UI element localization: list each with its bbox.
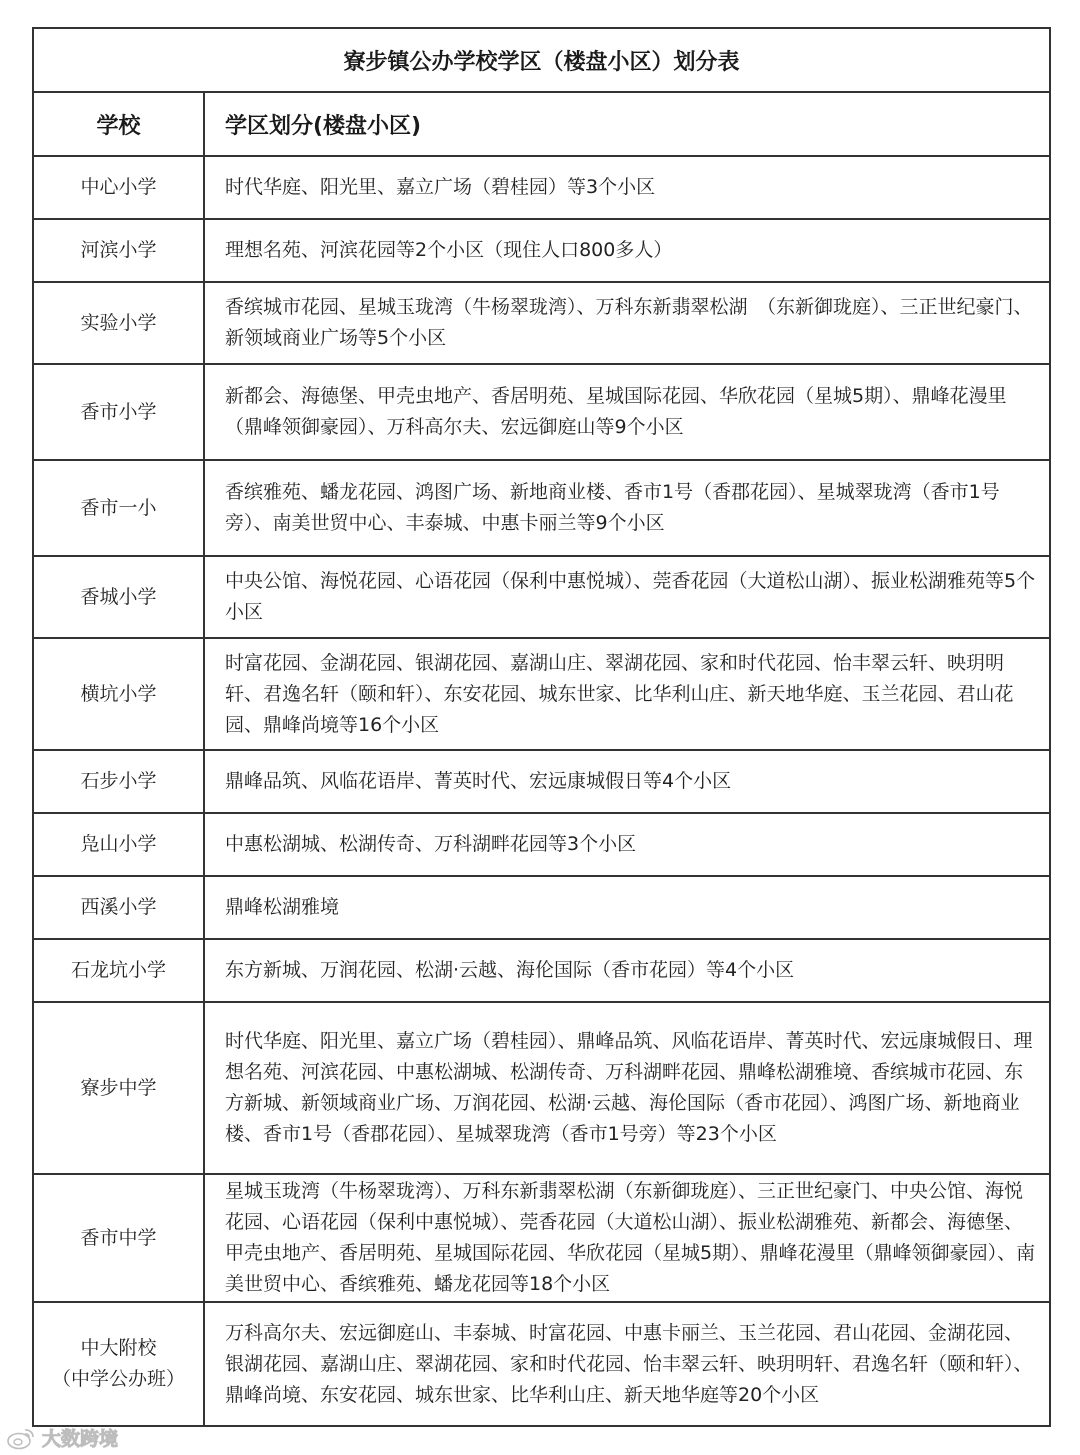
table-row: [33, 556, 1050, 638]
school-name: 中心小学: [33, 156, 204, 219]
table-row: [33, 460, 1050, 556]
table-row: [33, 219, 1050, 282]
zone-list: 香缤城市花园、星城玉珑湾（牛杨翠珑湾）、万科东新翡翠松湖 （东新御珑庭）、三正世纪豪门、新领域商业广场等5个小区: [204, 282, 1050, 364]
school-name: 香城小学: [33, 556, 204, 638]
table-row: [33, 364, 1050, 460]
school-name: 实验小学: [33, 282, 204, 364]
zone-list: 理想名苑、河滨花园等2个小区（现住人口800多人）: [204, 219, 1050, 282]
zone-list: 中央公馆、海悦花园、心语花园（保利中惠悦城）、莞香花园（大道松山湖）、振业松湖雅苑等5个小区: [204, 556, 1050, 638]
zone-list: 时富花园、金湖花园、银湖花园、嘉湖山庄、翠湖花园、家和时代花园、怡丰翠云轩、映玥明轩、君逸名轩（颐和轩）、东安花园、城东世家、比华利山庄、新天地华庭、玉兰花园、君山花园、鼎峰尚境等16个小区: [204, 638, 1050, 750]
weibo-logo-icon: [6, 1426, 36, 1450]
school-name: 香市中学: [33, 1174, 204, 1302]
header-zone: 学区划分(楼盘小区): [204, 92, 1050, 156]
school-name: 中大附校: [80, 1337, 157, 1359]
watermark: [6, 1424, 118, 1451]
zone-list: 鼎峰松湖雅境: [204, 876, 1050, 939]
school-name: 寮步中学: [33, 1002, 204, 1174]
table-row: [33, 1302, 1050, 1426]
zone-list: 鼎峰品筑、风临花语岸、菁英时代、宏远康城假日等4个小区: [204, 750, 1050, 813]
table-title: 寮步镇公办学校学区（楼盘小区）划分表: [33, 28, 1050, 92]
zone-list: 万科高尔夫、宏远御庭山、丰泰城、时富花园、中惠卡丽兰、玉兰花园、君山花园、金湖花园、银湖花园、嘉湖山庄、翠湖花园、家和时代花园、怡丰翠云轩、映玥明轩、君逸名轩（颐和轩）、鼎峰尚境、东安花园、城东世家、比华利山庄、新天地华庭等20个小区: [204, 1302, 1050, 1426]
school-name: 横坑小学: [33, 638, 204, 750]
school-name-cell: [33, 1302, 204, 1426]
school-name: 石龙坑小学: [33, 939, 204, 1002]
table-row: [33, 156, 1050, 219]
table-row: [33, 1174, 1050, 1302]
zone-list: 时代华庭、阳光里、嘉立广场（碧桂园）、鼎峰品筑、风临花语岸、菁英时代、宏远康城假日、理想名苑、河滨花园、中惠松湖城、松湖传奇、万科湖畔花园、鼎峰松湖雅境、香缤城市花园、东方新城、新领域商业广场、万润花园、松湖·云越、海伦国际（香市花园）、鸿图广场、新地商业楼、香市1号（香郡花园）、星城翠珑湾（香市1号旁）等23个小区: [204, 1002, 1050, 1174]
table-row: [33, 876, 1050, 939]
school-name: 石步小学: [33, 750, 204, 813]
table-row: [33, 282, 1050, 364]
school-name: 西溪小学: [33, 876, 204, 939]
zone-list: 时代华庭、阳光里、嘉立广场（碧桂园）等3个小区: [204, 156, 1050, 219]
zone-list: 中惠松湖城、松湖传奇、万科湖畔花园等3个小区: [204, 813, 1050, 876]
school-name: 河滨小学: [33, 219, 204, 282]
school-name: 凫山小学: [33, 813, 204, 876]
zone-list: 东方新城、万润花园、松湖·云越、海伦国际（香市花园）等4个小区: [204, 939, 1050, 1002]
zoning-table-container: [32, 27, 1049, 1427]
table-header-row: [33, 92, 1050, 156]
header-school: 学校: [33, 92, 204, 156]
table-row: [33, 750, 1050, 813]
school-name: 香市一小: [33, 460, 204, 556]
table-row: [33, 939, 1050, 1002]
zoning-table: [32, 27, 1051, 1427]
school-note: （中学公办班）: [51, 1368, 185, 1390]
table-title-row: [33, 28, 1050, 92]
table-row: [33, 1002, 1050, 1174]
watermark-text: 大数跨境: [42, 1428, 119, 1450]
zone-list: 星城玉珑湾（牛杨翠珑湾）、万科东新翡翠松湖（东新御珑庭）、三正世纪豪门、中央公馆、海悦花园、心语花园（保利中惠悦城）、莞香花园（大道松山湖）、振业松湖雅苑、新都会、海德堡、甲壳虫地产、香居明苑、星城国际花园、华欣花园（星城5期）、鼎峰花漫里（鼎峰领御豪园）、南美世贸中心、香缤雅苑、蟠龙花园等18个小区: [204, 1174, 1050, 1302]
table-row: [33, 638, 1050, 750]
table-row: [33, 813, 1050, 876]
zone-list: 新都会、海德堡、甲壳虫地产、香居明苑、星城国际花园、华欣花园（星城5期）、鼎峰花漫里（鼎峰领御豪园）、万科高尔夫、宏远御庭山等9个小区: [204, 364, 1050, 460]
zone-list: 香缤雅苑、蟠龙花园、鸿图广场、新地商业楼、香市1号（香郡花园）、星城翠珑湾（香市1号旁）、南美世贸中心、丰泰城、中惠卡丽兰等9个小区: [204, 460, 1050, 556]
school-name: 香市小学: [33, 364, 204, 460]
